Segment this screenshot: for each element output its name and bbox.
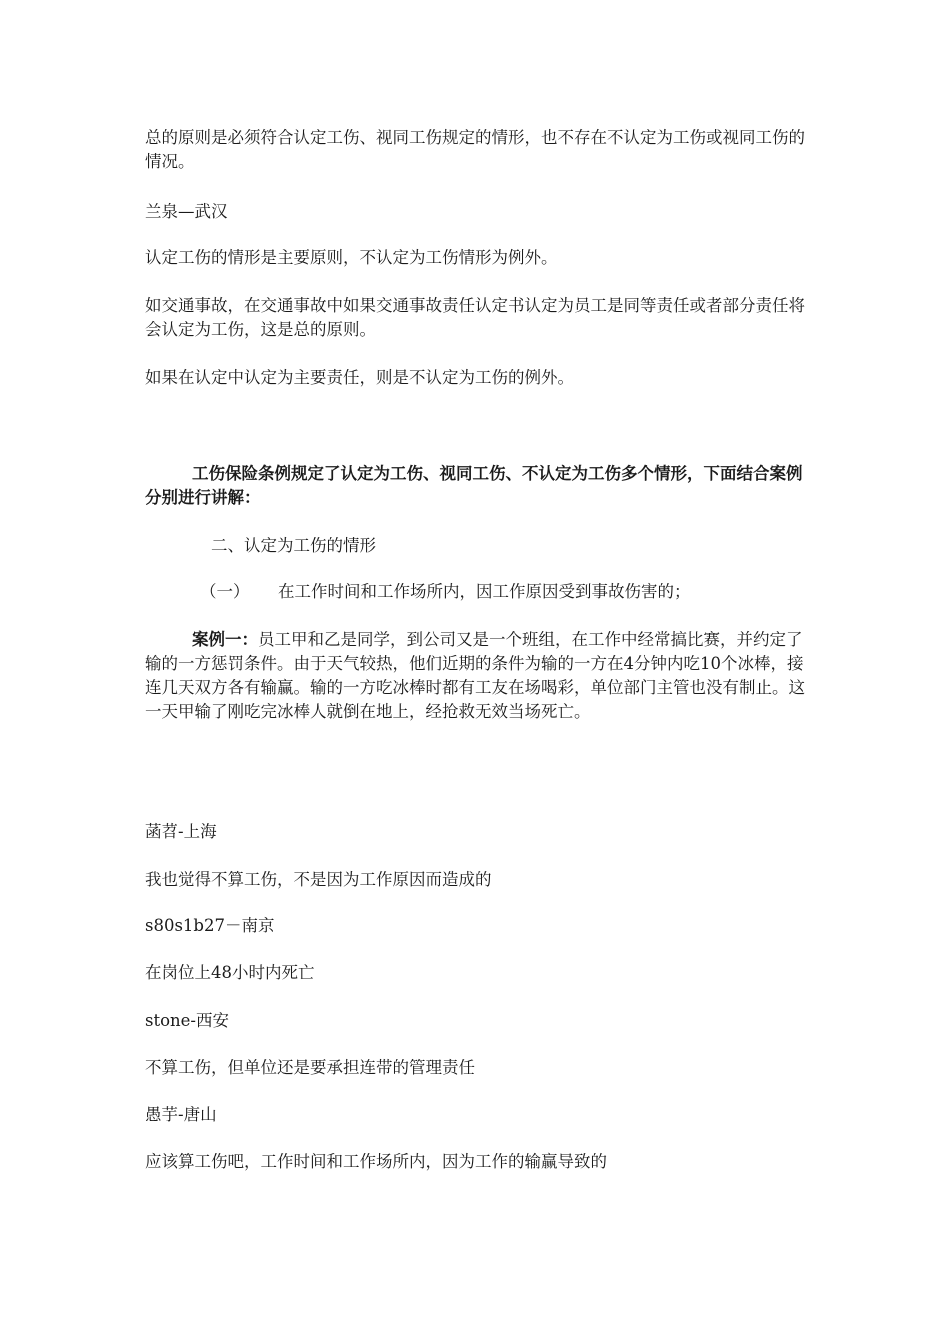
paragraph-exception: 如果在认定中认定为主要责任，则是不认定为工伤的例外。 — [145, 368, 574, 387]
case-paragraph — [145, 628, 810, 724]
comment-user: stone-西安 — [145, 1011, 229, 1030]
list-item-text: 在工作时间和工作场所内，因工作原因受到事故伤害的； — [278, 582, 691, 601]
section-intro: 工伤保险条例规定了认定为工伤、视同工伤、不认定为工伤多个情形，下面结合案例分别进行讲解： — [145, 464, 803, 507]
list-item — [0, 580, 950, 604]
comment-text: 在岗位上48小时内死亡 — [145, 963, 315, 982]
case-text: 员工甲和乙是同学，到公司又是一个班组，在工作中经常搞比赛，并约定了输的一方惩罚条件。由于天气较热，他们近期的条件为输的一方在4分钟内吃10个冰棒，接连几天双方各有输赢。输的一方吃冰棒时都有工友在场喝彩，单位部门主管也没有制止。这一天甲输了刚吃完冰棒人就倒在地上，经抢救无效当场死亡。 — [145, 630, 805, 721]
list-item-number: （一） — [200, 582, 250, 601]
comment-user: 菡苕-上海 — [145, 822, 217, 841]
comment-user: s80s1b27－南京 — [145, 916, 275, 935]
comment-text: 我也觉得不算工伤，不是因为工作原因而造成的 — [145, 870, 492, 889]
comment-text: 不算工伤，但单位还是要承担连带的管理责任 — [145, 1058, 475, 1077]
paragraph-traffic-example: 如交通事故，在交通事故中如果交通事故责任认定书认定为员工是同等责任或者部分责任将会认定为工伤，这是总的原则。 — [145, 296, 805, 339]
section-heading: 二、认定为工伤的情形 — [211, 536, 376, 555]
paragraph-principle: 总的原则是必须符合认定工伤、视同工伤规定的情形，也不存在不认定为工伤或视同工伤的情况。 — [145, 128, 805, 171]
paragraph-main-rule: 认定工伤的情形是主要原则，不认定为工伤情形为例外。 — [145, 248, 558, 267]
comment-user: 愚芋-唐山 — [145, 1105, 217, 1124]
case-label: 案例一： — [192, 630, 258, 649]
commenter-name: 兰泉—武汉 — [145, 202, 228, 221]
comment-text: 应该算工伤吧，工作时间和工作场所内，因为工作的输赢导致的 — [145, 1152, 607, 1171]
